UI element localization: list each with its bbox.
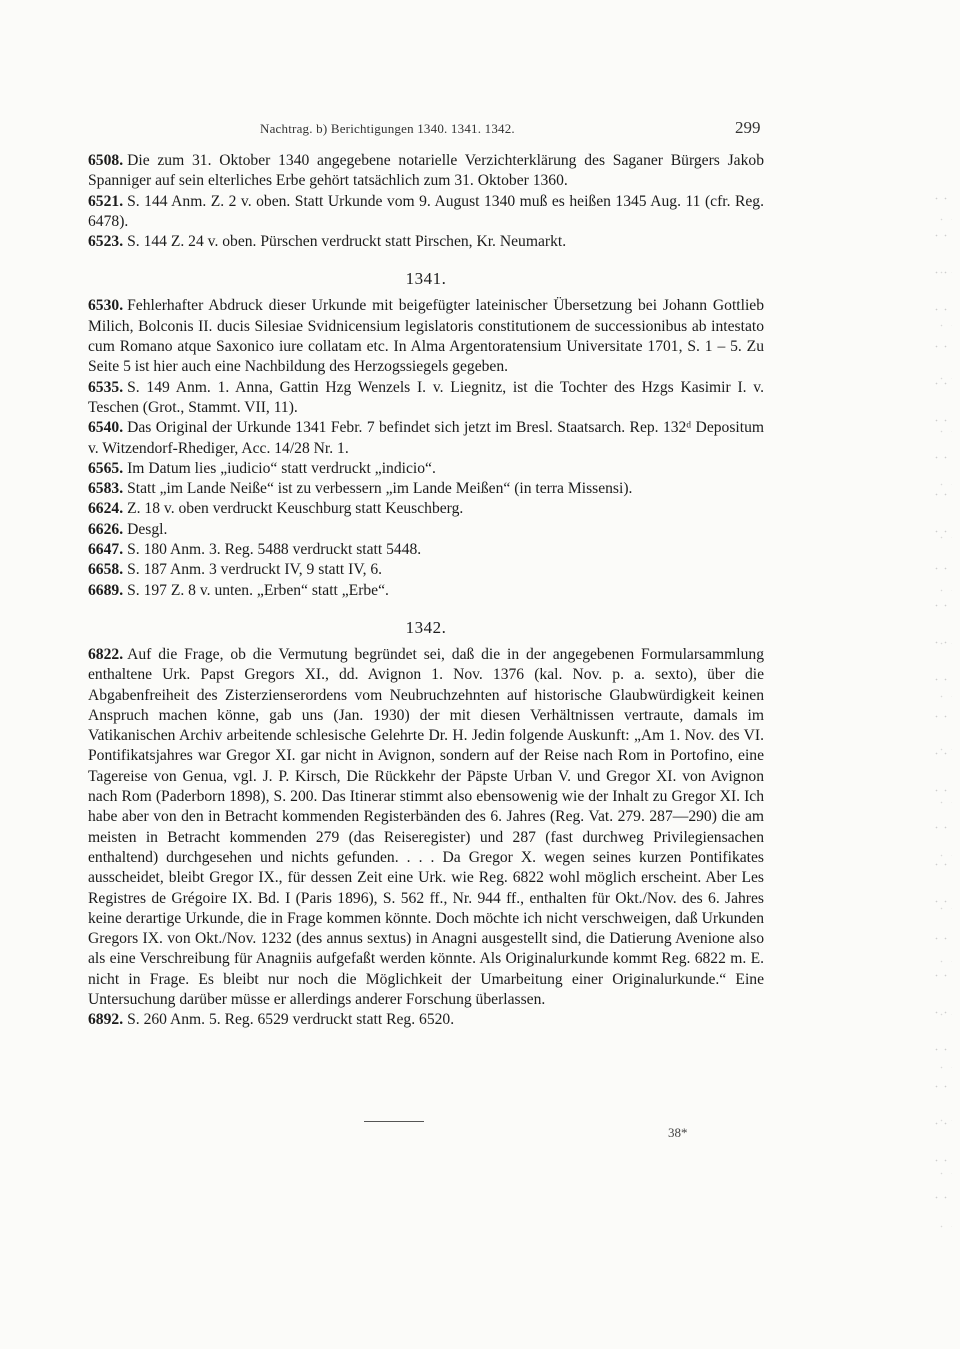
entry-6583 — [88, 479, 764, 499]
body-text — [88, 151, 764, 1031]
entry-number: 6535. — [88, 378, 124, 396]
entry-number: 6521. — [88, 192, 124, 210]
entry-6508 — [88, 151, 764, 192]
entry-6624 — [88, 499, 764, 519]
entry-text: Das Original der Urkunde 1341 Febr. 7 befindet sich jetzt im Bresl. Staatsarch. Rep. 132ᵈ Depositum v. Witzendorf-Rhediger, Acc. 14/28 Nr. 1. — [88, 419, 764, 457]
entry-6647 — [88, 540, 764, 560]
entry-number: 6523. — [88, 233, 124, 251]
year-heading-1342: 1342. — [405, 617, 447, 637]
entry-number: 6583. — [88, 480, 124, 498]
entry-text: S. 144 Anm. Z. 2 v. oben. Statt Urkunde vom 9. August 1340 muß es heißen 1345 Aug. 11 (cfr. Reg. 6478). — [88, 192, 764, 230]
entry-number: 6530. — [88, 297, 124, 315]
entry-number: 6658. — [88, 561, 124, 579]
entry-text: Statt „im Lande Neiße“ ist zu verbessern „im Lande Meißen“ (in terra Missensi). — [127, 480, 633, 498]
entry-6689 — [88, 581, 764, 601]
entry-6540 — [88, 418, 764, 459]
entry-text: Auf die Frage, ob die Vermutung begründet sei, daß die in der angegebenen Formularsammlung enthaltene Urk. Papst Gregors XI., dd. Avignon 1. Nov. 1376 (kal. Nov. p. a. sexto), über die Abgabenfreiheit des Zisterzienserordens vom Neubruchzehnten auf historische Glaubwürdigkeit keinen Anspruch machen könne, gab uns (Jan. 1930) der mit diesen Verhältnissen vertraute, damals im Vatikanischen Archiv arbeitende schlesische Gelehrte Dr. H. Jedin folgende Auskunft: „Am 1. Nov. des VI. Pontifikatsjahres war Gregor XI. gar nicht in Avignon, sondern auf der Reise nach Rom in Portofino, eine Tagereise von Genua, vgl. J. P. Kirsch, Die Rückkehr der Päpste Urban V. und Gregor XI. von Avignon nach Rom (Paderborn 1898), S. 200. Das Itinerar stimmt also ebensowenig wie der Inhalt zu Gregor XI. Ich habe aber von den in Betracht kommenden Registerbänden des 6. Jahres (Reg. Vat. 279. 287—290) die am meisten in Betracht kommenden 279 (das Reiseregister) und 287 (fast durchweg Privilegiensachen enthaltend) durchgesehen und nichts gefunden. . . . Da Gregor X. wegen seines kurzen Pontifikates ausscheidet, bleibt Gregor IX., für dessen Zeit eine Urk. wie Reg. 6822 wohl möglich erscheint. Aber Les Registres de Grégoire IX. Bd. I (Paris 1896), S. 562 ff., Nr. 944 ff., enthalten für Okt./Nov. des 6. Jahres keine derartige Urkunde, die in Frage kommen könnte. Doch möchte ich nicht verschweigen, daß Urkunden Gregors IX. von Okt./Nov. 1232 (des annus sextus) in Anagni ausgestellt sind, die Datierung Avenione also als eine Verschreibung für Anagniis aufgefaßt werden könnte. Als Originalurkunde kommt Reg. 6822 m. E. nicht in Frage. Es bleibt nur noch die Möglichkeit der Umarbeitung einer Originalurkunde.“ Eine Untersuchung darüber müsse er allerdings anderer Forschung überlassen. — [88, 645, 764, 1008]
entry-number: 6508. — [88, 152, 124, 169]
footer-rule — [364, 1121, 424, 1122]
entry-text: Desgl. — [127, 520, 168, 538]
year-heading-1341: 1341. — [405, 269, 447, 289]
entry-text: Fehlerhafter Abdruck dieser Urkunde mit beigefügter lateinischer Übersetzung bei Johann Gottlieb Milich, Bolconis II. ducis Silesiae Svidnicensium legislatoris constitutionem de successionibus ab intestato cum Romano atque Saxonico iure collatam etc. In Alma Argentoratensium Universitate 1701, S. 1 – 5. Zu Seite 5 ist hier auch eine Nachbildung des Herzogssiegels gegeben. — [88, 297, 764, 376]
entry-text: Im Datum lies „iudicio“ statt verdruckt „indicio“. — [127, 459, 436, 477]
entry-6626 — [88, 520, 764, 540]
entry-text: S. 149 Anm. 1. Anna, Gattin Hzg Wenzels I. v. Liegnitz, ist die Tochter des Hzgs Kasimir I. v. Teschen (Grot., Stammt. VII, 11). — [88, 378, 764, 416]
entry-text: Die zum 31. Oktober 1340 angegebene notarielle Verzichterklärung des Saganer Bürgers Jakob Spanniger auf sein elterliches Erbe gehört tatsächlich zum 31. Oktober 1360. — [88, 152, 764, 190]
entry-text: S. 187 Anm. 3 verdruckt IV, 9 statt IV, 6. — [127, 561, 383, 579]
entry-text: S. 144 Z. 24 v. oben. Pürschen verdruckt statt Pirschen, Kr. Neumarkt. — [127, 233, 567, 251]
page-number: 299 — [735, 118, 761, 137]
entry-6892 — [88, 1010, 764, 1030]
entry-number: 6624. — [88, 500, 124, 518]
entry-6523 — [88, 232, 764, 252]
entry-number: 6647. — [88, 541, 124, 559]
entry-6822 — [88, 645, 764, 1010]
entry-6521 — [88, 192, 764, 233]
entry-number: 6822. — [88, 645, 124, 663]
entry-6530 — [88, 296, 764, 377]
entry-6535 — [88, 378, 764, 419]
entry-6565 — [88, 459, 764, 479]
sheet-signature: 38* — [668, 1125, 688, 1140]
entry-number: 6689. — [88, 581, 124, 599]
entry-6658 — [88, 560, 764, 580]
running-head: Nachtrag. b) Berichtigungen 1340. 1341. 1342. — [260, 121, 515, 136]
entry-number: 6565. — [88, 459, 124, 477]
entry-number: 6626. — [88, 520, 124, 538]
entry-number: 6540. — [88, 419, 124, 437]
scan-edge-noise — [932, 180, 952, 1230]
entry-number: 6892. — [88, 1011, 124, 1029]
entry-text: S. 180 Anm. 3. Reg. 5488 verdruckt statt 5448. — [127, 541, 422, 559]
entry-text: S. 260 Anm. 5. Reg. 6529 verdruckt statt Reg. 6520. — [127, 1011, 455, 1029]
entry-text: Z. 18 v. oben verdruckt Keuschburg statt Keuschberg. — [127, 500, 464, 518]
entry-text: S. 197 Z. 8 v. unten. „Erben“ statt „Erbe“. — [127, 581, 389, 599]
